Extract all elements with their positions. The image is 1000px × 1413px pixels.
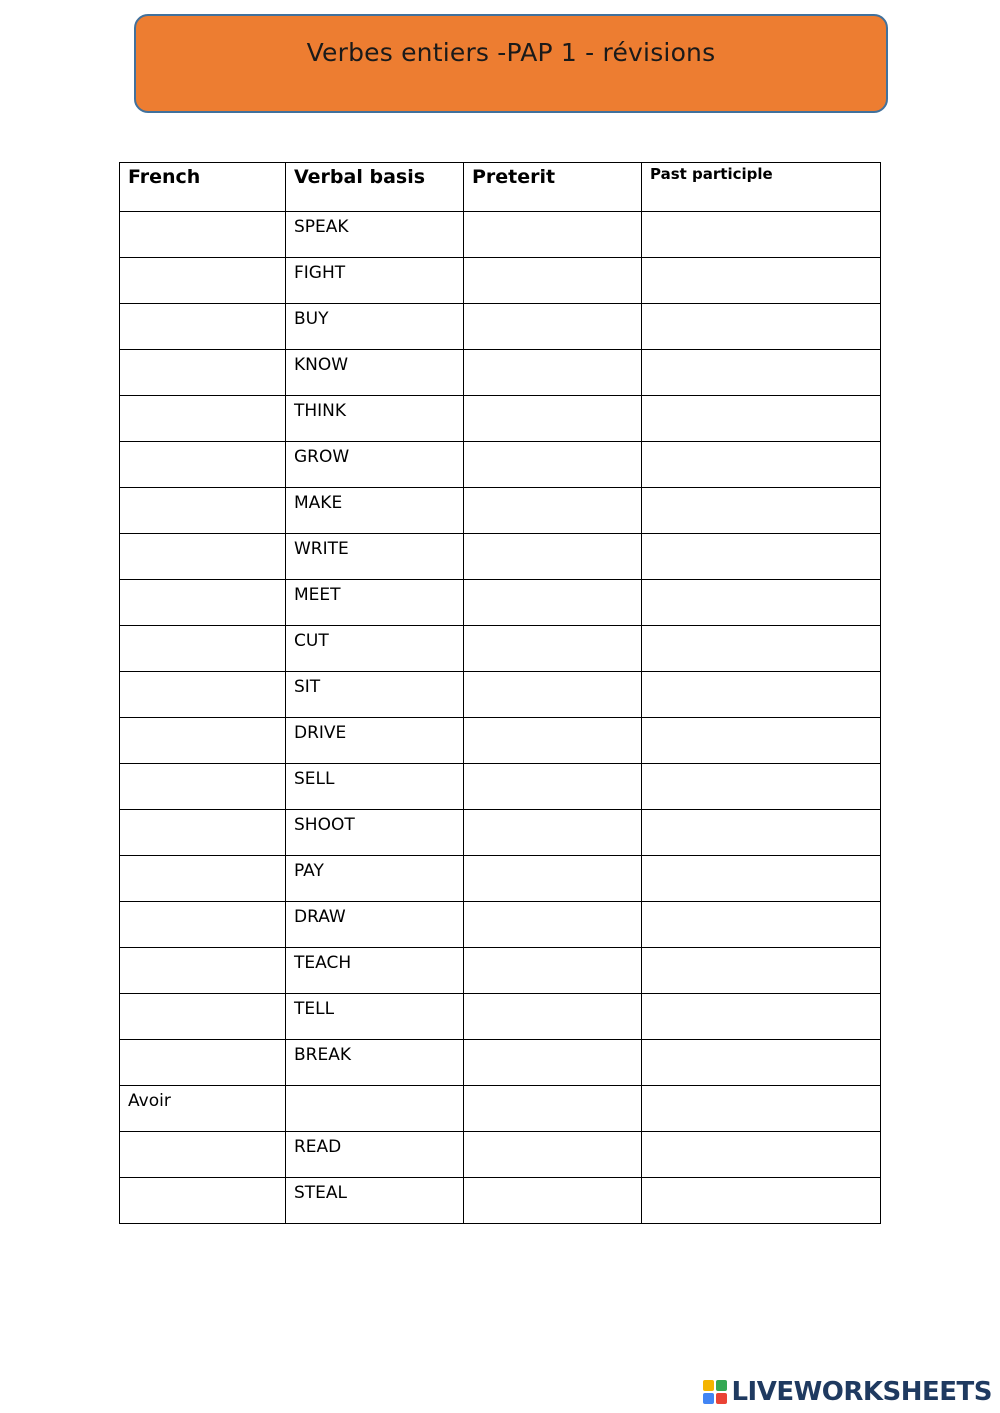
logo-block	[716, 1393, 727, 1404]
logo-block	[703, 1380, 714, 1391]
answer-past-participle[interactable]	[642, 626, 881, 672]
cell-verbal-basis: GROW	[286, 442, 464, 488]
cell-french	[120, 948, 286, 994]
cell-french	[120, 718, 286, 764]
table-row	[120, 902, 881, 948]
cell-french	[120, 304, 286, 350]
cell-french: Avoir	[120, 1086, 286, 1132]
cell-french	[120, 626, 286, 672]
answer-preterit[interactable]	[464, 1132, 642, 1178]
table-row	[120, 810, 881, 856]
cell-verbal-basis: SPEAK	[286, 212, 464, 258]
answer-past-participle[interactable]	[642, 488, 881, 534]
answer-preterit[interactable]	[464, 626, 642, 672]
answer-preterit[interactable]	[464, 258, 642, 304]
cell-french	[120, 810, 286, 856]
answer-preterit[interactable]	[464, 580, 642, 626]
answer-past-participle[interactable]	[642, 856, 881, 902]
cell-french	[120, 856, 286, 902]
title-banner	[134, 14, 888, 113]
cell-french	[120, 764, 286, 810]
answer-preterit[interactable]	[464, 304, 642, 350]
answer-preterit[interactable]	[464, 902, 642, 948]
answer-past-participle[interactable]	[642, 672, 881, 718]
answer-past-participle[interactable]	[642, 580, 881, 626]
answer-past-participle[interactable]	[642, 764, 881, 810]
table-row	[120, 396, 881, 442]
logo-blocks-icon	[703, 1380, 727, 1404]
table-row	[120, 626, 881, 672]
logo-block	[716, 1380, 727, 1391]
cell-french	[120, 258, 286, 304]
answer-preterit[interactable]	[464, 534, 642, 580]
table-row	[120, 1132, 881, 1178]
table-row	[120, 718, 881, 764]
verbs-table	[119, 162, 881, 1224]
table-row	[120, 948, 881, 994]
answer-preterit[interactable]	[464, 948, 642, 994]
cell-verbal-basis: FIGHT	[286, 258, 464, 304]
cell-french	[120, 1132, 286, 1178]
answer-past-participle[interactable]	[642, 350, 881, 396]
cell-french	[120, 442, 286, 488]
table-row	[120, 1040, 881, 1086]
table-row	[120, 488, 881, 534]
answer-preterit[interactable]	[464, 212, 642, 258]
cell-french	[120, 902, 286, 948]
table-row	[120, 1178, 881, 1224]
answer-past-participle[interactable]	[642, 258, 881, 304]
answer-preterit[interactable]	[464, 718, 642, 764]
cell-verbal-basis: READ	[286, 1132, 464, 1178]
answer-preterit[interactable]	[464, 396, 642, 442]
answer-past-participle[interactable]	[642, 1040, 881, 1086]
answer-past-participle[interactable]	[642, 718, 881, 764]
answer-past-participle[interactable]	[642, 442, 881, 488]
logo-block	[703, 1393, 714, 1404]
table-row	[120, 672, 881, 718]
table-row	[120, 764, 881, 810]
answer-past-participle[interactable]	[642, 902, 881, 948]
header-french: French	[120, 163, 286, 212]
answer-past-participle[interactable]	[642, 1178, 881, 1224]
cell-french	[120, 580, 286, 626]
cell-french	[120, 994, 286, 1040]
cell-french	[120, 1178, 286, 1224]
answer-past-participle[interactable]	[642, 396, 881, 442]
cell-verbal-basis: BUY	[286, 304, 464, 350]
liveworksheets-logo	[703, 1377, 992, 1407]
answer-past-participle[interactable]	[642, 994, 881, 1040]
table-row	[120, 350, 881, 396]
cell-french	[120, 534, 286, 580]
cell-french	[120, 488, 286, 534]
table-row	[120, 1086, 881, 1132]
header-preterit: Preterit	[464, 163, 642, 212]
answer-preterit[interactable]	[464, 856, 642, 902]
answer-preterit[interactable]	[464, 764, 642, 810]
cell-verbal-basis: STEAL	[286, 1178, 464, 1224]
cell-verbal-basis: MAKE	[286, 488, 464, 534]
header-verbal-basis: Verbal basis	[286, 163, 464, 212]
table-row	[120, 442, 881, 488]
cell-verbal-basis: SELL	[286, 764, 464, 810]
table-header-row	[120, 163, 881, 212]
cell-verbal-basis: SIT	[286, 672, 464, 718]
answer-preterit[interactable]	[464, 810, 642, 856]
answer-past-participle[interactable]	[642, 948, 881, 994]
cell-verbal-basis: BREAK	[286, 1040, 464, 1086]
table-row	[120, 580, 881, 626]
answer-preterit[interactable]	[464, 1040, 642, 1086]
table-row	[120, 212, 881, 258]
page-title: Verbes entiers -PAP 1 - révisions	[306, 38, 716, 67]
cell-verbal-basis: THINK	[286, 396, 464, 442]
cell-french	[120, 212, 286, 258]
cell-verbal-basis: DRAW	[286, 902, 464, 948]
answer-past-participle[interactable]	[642, 810, 881, 856]
cell-verbal-basis: DRIVE	[286, 718, 464, 764]
answer-past-participle[interactable]	[642, 534, 881, 580]
logo-text: LIVEWORKSHEETS	[731, 1377, 992, 1407]
cell-verbal-basis: CUT	[286, 626, 464, 672]
table-row	[120, 856, 881, 902]
answer-preterit[interactable]	[464, 672, 642, 718]
cell-verbal-basis	[286, 1086, 464, 1132]
cell-french	[120, 396, 286, 442]
answer-past-participle[interactable]	[642, 1132, 881, 1178]
answer-preterit[interactable]	[464, 994, 642, 1040]
cell-french	[120, 350, 286, 396]
answer-past-participle[interactable]	[642, 212, 881, 258]
answer-past-participle[interactable]	[642, 1086, 881, 1132]
answer-preterit[interactable]	[464, 1178, 642, 1224]
answer-preterit[interactable]	[464, 488, 642, 534]
cell-verbal-basis: TELL	[286, 994, 464, 1040]
answer-past-participle[interactable]	[642, 304, 881, 350]
answer-preterit[interactable]	[464, 350, 642, 396]
table-row	[120, 994, 881, 1040]
table-row	[120, 258, 881, 304]
cell-verbal-basis: KNOW	[286, 350, 464, 396]
cell-french	[120, 672, 286, 718]
cell-verbal-basis: WRITE	[286, 534, 464, 580]
header-past-participle: Past participle	[642, 163, 881, 212]
answer-preterit[interactable]	[464, 442, 642, 488]
answer-preterit[interactable]	[464, 1086, 642, 1132]
cell-verbal-basis: MEET	[286, 580, 464, 626]
cell-verbal-basis: TEACH	[286, 948, 464, 994]
cell-verbal-basis: PAY	[286, 856, 464, 902]
cell-french	[120, 1040, 286, 1086]
table-row	[120, 534, 881, 580]
table-row	[120, 304, 881, 350]
cell-verbal-basis: SHOOT	[286, 810, 464, 856]
